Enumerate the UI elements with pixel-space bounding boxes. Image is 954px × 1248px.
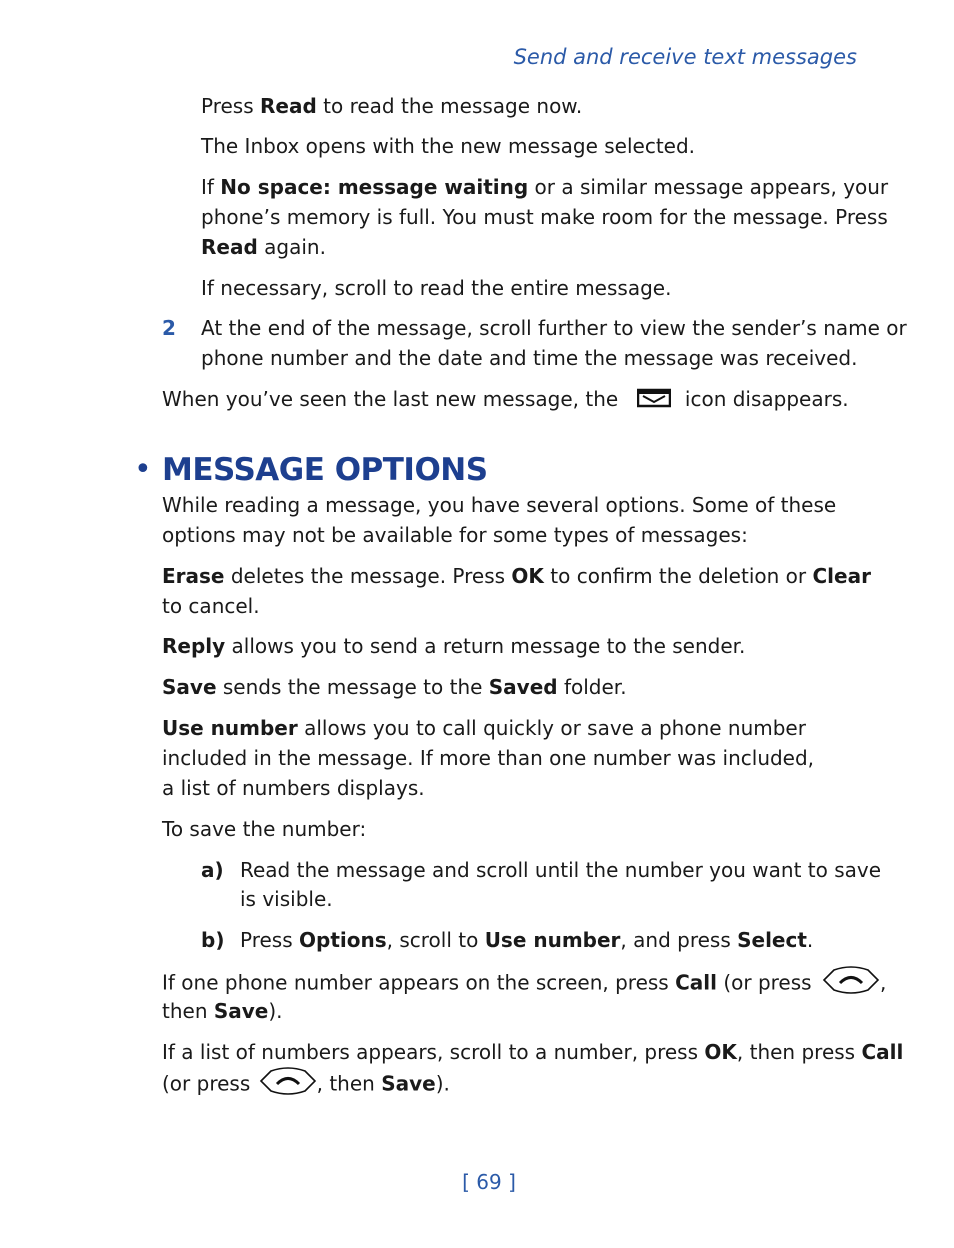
sub-a-label: a) [201, 858, 224, 882]
inbox-note: The Inbox opens with the new message selected. [201, 134, 696, 158]
running-header: Send and receive text messages [513, 45, 857, 69]
use-number-line2: included in the message. If more than one number was included, [162, 746, 815, 770]
list-numbers-line2: (or press , then Save). [162, 1067, 450, 1103]
no-space-note-line1: If No space: message waiting or a similar message appears, your [201, 175, 889, 199]
scroll-note: If necessary, scroll to read the entire message. [201, 276, 672, 300]
sub-a-line2: is visible. [240, 887, 333, 911]
step2-line2: phone number and the date and time the message was received. [201, 346, 858, 370]
reply-option: Reply allows you to send a return message to the sender. [162, 634, 746, 658]
use-number-line3: a list of numbers displays. [162, 776, 425, 800]
sub-b-label: b) [201, 928, 225, 952]
sub-a-line1: Read the message and scroll until the number you want to save [240, 858, 882, 882]
section-title: MESSAGE OPTIONS [162, 452, 488, 488]
no-space-note-line2: phone’s memory is full. You must make room for the message. Press [201, 205, 888, 229]
step2-line1: At the end of the message, scroll further to view the sender’s name or [201, 316, 907, 340]
instruction-press-read: Press Read to read the message now. [201, 94, 583, 118]
use-number-line1: Use number allows you to call quickly or save a phone number [162, 716, 806, 740]
intro-line2: options may not be available for some types of messages: [162, 523, 748, 547]
save-option: Save sends the message to the Saved folder. [162, 675, 627, 699]
erase-line1: Erase deletes the message. Press OK to confirm the deletion or Clear [162, 564, 871, 588]
to-save-label: To save the number: [162, 817, 367, 841]
one-number-line2: then Save). [162, 999, 283, 1023]
section-bullet: • [134, 452, 152, 487]
page-number: [ 69 ] [462, 1170, 516, 1194]
step-number: 2 [162, 316, 176, 340]
call-key-icon [259, 1067, 317, 1103]
envelope-icon [637, 386, 671, 416]
erase-line2: to cancel. [162, 594, 260, 618]
list-numbers-line1: If a list of numbers appears, scroll to a number, press OK, then press Call [162, 1040, 904, 1064]
no-space-note-line3: Read again. [201, 235, 326, 259]
call-key-icon [822, 966, 880, 1002]
sub-b-line: Press Options, scroll to Use number, and press Select. [240, 928, 814, 952]
last-message-note: When you’ve seen the last new message, the icon disappears. [162, 384, 849, 416]
one-number-line1: If one phone number appears on the screen, press Call (or press , [162, 966, 886, 1002]
intro-line1: While reading a message, you have several options. Some of these [162, 493, 837, 517]
